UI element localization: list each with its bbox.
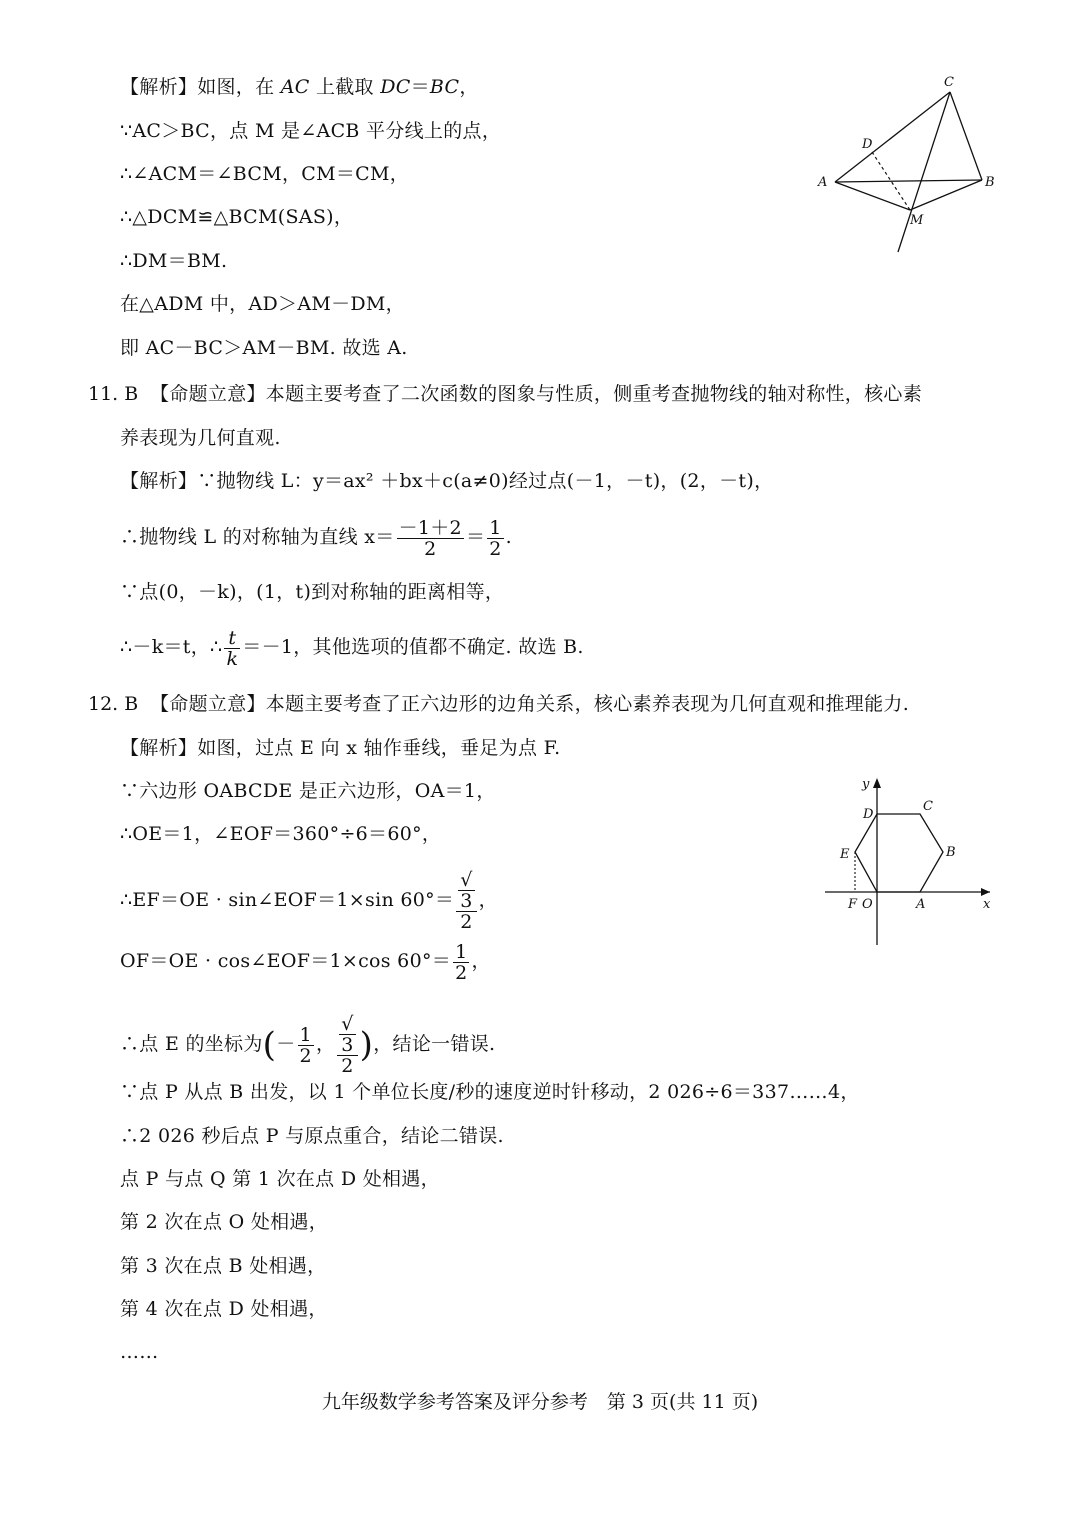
triangle-figure	[810, 70, 1010, 260]
q11-line4: ∴－k＝t，∴ $\frac{t}{k}$ ＝－1，其他选项的值都不确定. 故选 B.	[120, 626, 584, 670]
q12-line6: ∴点 E 的坐标为(－ $\frac{1}{2}$ ， √ 3 2 )，结论一错误.	[120, 1013, 496, 1077]
q12-line13: ……	[120, 1341, 159, 1363]
q12-line3: ∴OE＝1，∠EOF＝360°÷6＝60°，	[120, 823, 442, 845]
q12-line7: ∵点 P 从点 B 出发，以 1 个单位长度/秒的速度逆时针移动，2 026÷6＝337……4，	[120, 1081, 860, 1103]
q12-line5: OF＝OE · cos∠EOF＝1×cos 60°＝ $\frac{1}{2}$ ，	[120, 940, 491, 984]
axis-y-label: y	[862, 777, 870, 792]
q10-line6: 在△ADM 中，AD＞AM－DM，	[120, 293, 405, 315]
label-a2: A	[916, 897, 926, 912]
label-a: A	[818, 175, 828, 190]
label-o2: O	[862, 897, 873, 912]
label-c: C	[944, 75, 954, 90]
q10-line7: 即 AC－BC＞AM－BM. 故选 A.	[120, 337, 408, 359]
q12-line12: 第 4 次在点 D 处相遇，	[120, 1298, 328, 1320]
q12-line2: ∵六边形 OABCDE 是正六边形，OA＝1，	[120, 780, 496, 802]
q12-line4: ∴EF＝OE · sin∠EOF＝1×sin 60°＝ √ 3 2 ，	[120, 869, 498, 933]
q10-line2: ∵AC＞BC，点 M 是∠ACB 平分线上的点，	[120, 120, 502, 142]
q11-number: 11. B	[88, 383, 139, 405]
q10-line1: 【解析】如图，在 AC 上截取 DC＝BC，	[120, 76, 479, 98]
q11-line1: 【解析】∵抛物线 L：y＝ax² ＋bx＋c(a≠0)经过点(－1，－t)，(2，－t)，	[120, 470, 774, 492]
q12-number: 12. B	[88, 693, 139, 715]
label-b: B	[985, 175, 995, 190]
q12-line1: 【解析】如图，过点 E 向 x 轴作垂线，垂足为点 F.	[120, 737, 561, 759]
q11-intent-cont: 养表现为几何直观.	[120, 427, 281, 449]
axis-x-label: x	[983, 897, 991, 912]
label-b2: B	[946, 845, 956, 860]
label-c2: C	[923, 799, 933, 814]
label-d: D	[862, 137, 873, 152]
label-m: M	[910, 213, 924, 228]
page-footer: 九年级数学参考答案及评分参考 第 3 页(共 11 页)	[321, 1391, 759, 1413]
q10-line4: ∴△DCM≌△BCM(SAS)，	[120, 206, 354, 228]
q12-line9: 点 P 与点 Q 第 1 次在点 D 处相遇，	[120, 1168, 440, 1190]
q10-line5: ∴DM＝BM.	[120, 250, 228, 272]
q10-line3: ∴∠ACM＝∠BCM，CM＝CM，	[120, 163, 410, 185]
q12-line8: ∴2 026 秒后点 P 与原点重合，结论二错误.	[120, 1125, 504, 1147]
q12-intent: 【命题立意】本题主要考查了正六边形的边角关系，核心素养表现为几何直观和推理能力.	[150, 693, 910, 715]
q12-line10: 第 2 次在点 O 处相遇，	[120, 1211, 329, 1233]
q11-line2: ∴抛物线 L 的对称轴为直线 x＝ $\frac{-1+2}{2}$ ＝ $\frac{1}{2}$ .	[120, 516, 512, 560]
q12-line11: 第 3 次在点 B 处相遇，	[120, 1255, 327, 1277]
label-f2: F	[848, 897, 858, 912]
label-e2: E	[840, 847, 850, 862]
hexagon-figure	[815, 770, 1000, 950]
q11-line3: ∵点(0，－k)，(1，t)到对称轴的距离相等，	[120, 581, 505, 603]
q11-intent: 【命题立意】本题主要考查了二次函数的图象与性质，侧重考查抛物线的轴对称性，核心素	[150, 383, 923, 405]
label-d2: D	[863, 807, 874, 822]
